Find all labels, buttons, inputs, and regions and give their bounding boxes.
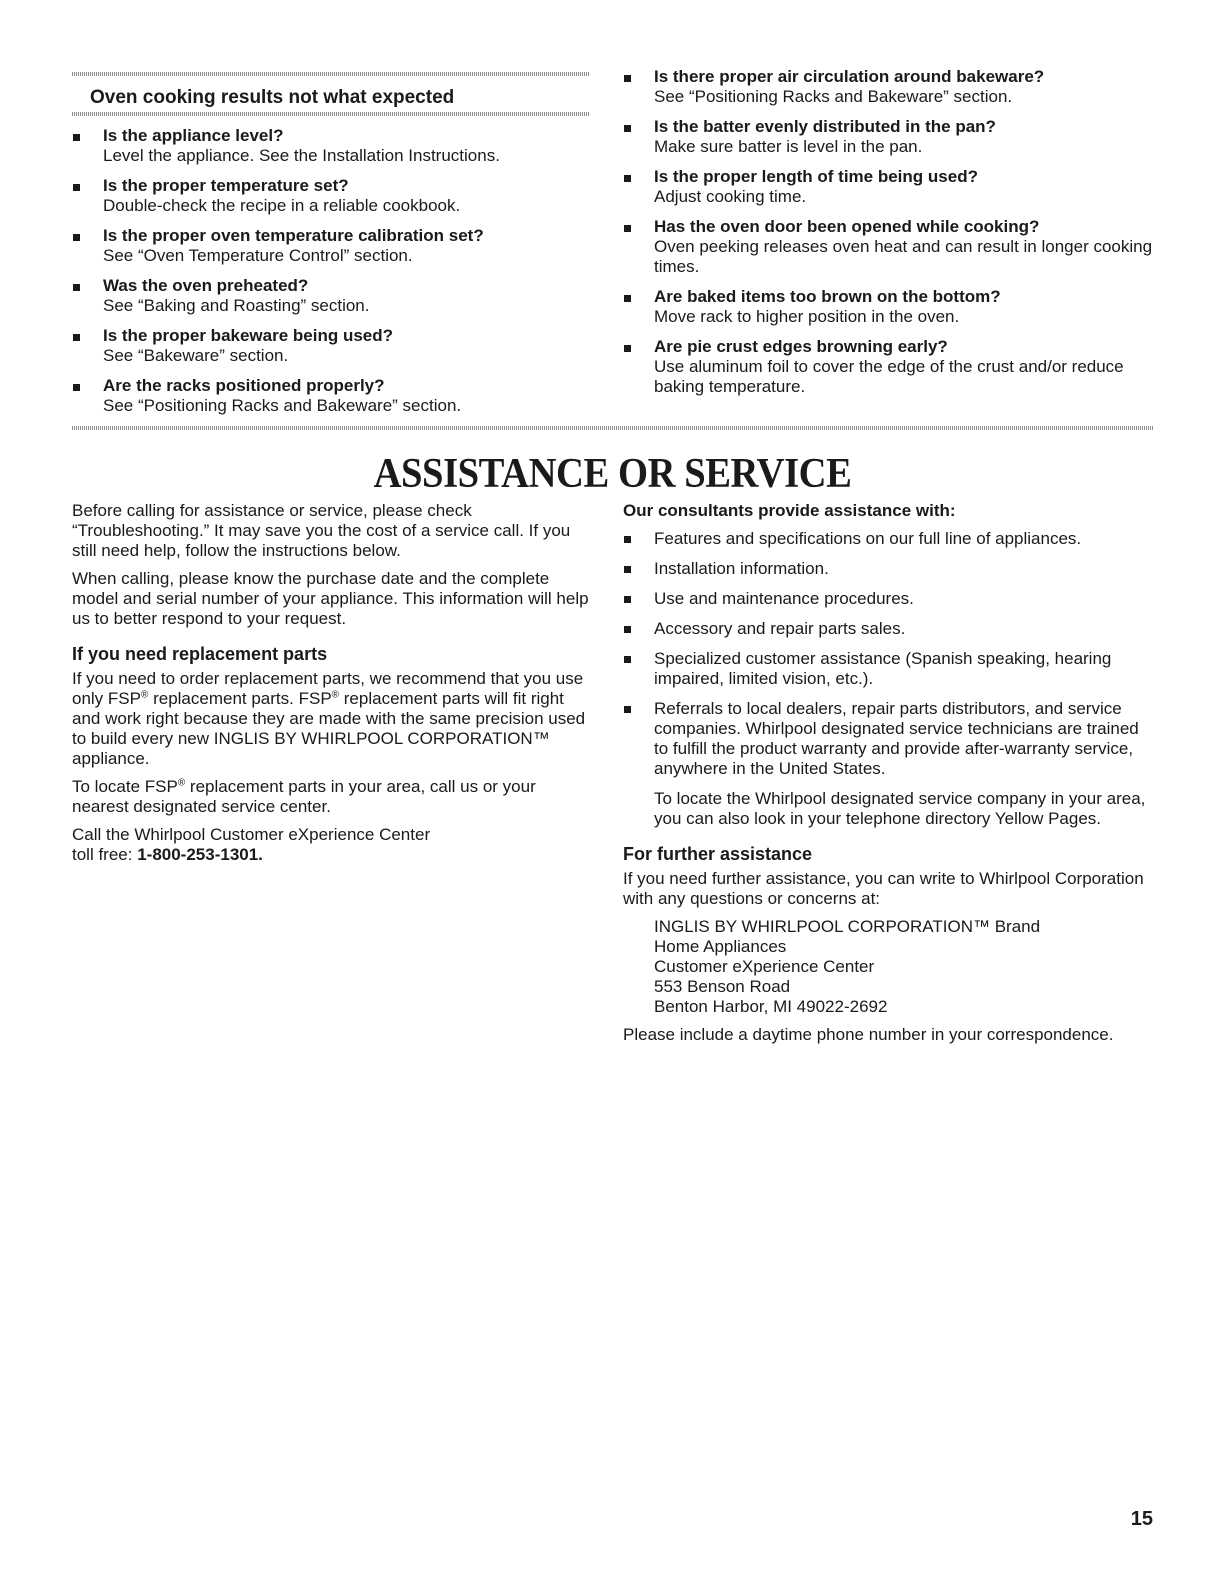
call-paragraph: Call the Whirlpool Customer eXperience Center toll free: 1-800-253-1301.: [72, 825, 431, 864]
question: Is the proper oven temperature calibration set?: [103, 226, 484, 245]
list-item: [72, 276, 602, 316]
answer: See “Positioning Racks and Bakeware” section.: [654, 87, 1013, 106]
page-number: 15: [1130, 1508, 1153, 1530]
answer: Move rack to higher position in the oven.: [654, 307, 960, 326]
assistance-right-column: [623, 501, 1153, 1053]
question: Are pie crust edges browning early?: [654, 337, 948, 356]
question: Are the racks positioned properly?: [103, 376, 385, 395]
parts-heading: If you need replacement parts: [72, 644, 328, 664]
answer: Make sure batter is level in the pan.: [654, 137, 923, 156]
section-title: Oven cooking results not what expected: [90, 87, 455, 108]
list-item: Specialized customer assistance (Spanish speaking, hearing impaired, limited vision, etc.).: [623, 649, 1153, 689]
question: Are baked items too brown on the bottom?: [654, 287, 1001, 306]
address-line: INGLIS BY WHIRLPOOL CORPORATION™ Brand: [654, 917, 1041, 936]
further-assistance-heading: For further assistance: [623, 844, 813, 864]
question: Was the oven preheated?: [103, 276, 309, 295]
intro-paragraph: When calling, please know the purchase date and the complete model and serial number of your appliance. This information will help us to better respond to your request.: [72, 569, 589, 628]
list-item: Accessory and repair parts sales.: [623, 619, 1153, 639]
list-item: Referrals to local dealers, repair parts distributors, and service companies. Whirlpool designated service technicians are trained to fulfill the product warranty and provide after-warranty service, anywhere in the United States.: [623, 699, 1153, 779]
phone-number: 1-800-253-1301.: [137, 845, 263, 864]
locate-parts-paragraph: To locate FSP® replacement parts in your area, call us or your nearest designated service center.: [72, 777, 536, 816]
answer: Adjust cooking time.: [654, 187, 807, 206]
question: Is the proper length of time being used?: [654, 167, 978, 186]
question: Is the appliance level?: [103, 126, 284, 145]
answer: Use aluminum foil to cover the edge of the crust and/or reduce baking temperature.: [654, 357, 1124, 396]
list-item: [72, 376, 602, 416]
answer: See “Oven Temperature Control” section.: [103, 246, 413, 265]
question: Is the proper temperature set?: [103, 176, 349, 195]
question-list-right: [623, 67, 1153, 397]
consultants-heading: Our consultants provide assistance with:: [623, 501, 956, 520]
list-item: [72, 126, 602, 166]
consultant-service-list: [623, 529, 1153, 779]
mailing-address: [623, 917, 1153, 1017]
list-item: [72, 226, 602, 266]
troubleshooting-right-column: [623, 67, 1153, 407]
question: Is there proper air circulation around bakeware?: [654, 67, 1045, 86]
list-item: [623, 287, 1153, 327]
list-item: [72, 326, 602, 366]
answer: Level the appliance. See the Installation Instructions.: [103, 146, 500, 165]
list-item: [623, 117, 1153, 157]
list-item: [72, 176, 602, 216]
list-item: [623, 167, 1153, 207]
question: Has the oven door been opened while cooking?: [654, 217, 1040, 236]
answer: Oven peeking releases oven heat and can result in longer cooking times.: [654, 237, 1153, 276]
list-item: Features and specifications on our full line of appliances.: [623, 529, 1153, 549]
list-item: [623, 217, 1153, 277]
parts-paragraph: If you need to order replacement parts, we recommend that you use only FSP® replacement parts. FSP® replacement parts will fit right and work right because they are made with the same precision used to build every new INGLIS BY WHIRLPOOL CORPORATION™ appliance.: [72, 669, 586, 768]
address-line: Home Appliances: [654, 937, 787, 956]
intro-paragraph: Before calling for assistance or service, please check “Troubleshooting.” It may save you the cost of a service call. If you still need help, follow the instructions below.: [72, 501, 571, 560]
section-divider-rule: [72, 426, 1154, 430]
list-item: Use and maintenance procedures.: [623, 589, 1153, 609]
answer: See “Bakeware” section.: [103, 346, 289, 365]
list-item: [623, 67, 1153, 107]
question-list-left: [72, 126, 602, 416]
further-assistance-paragraph: If you need further assistance, you can write to Whirlpool Corporation with any questions or concerns at:: [623, 869, 1144, 908]
question: Is the proper bakeware being used?: [103, 326, 394, 345]
closing-note: Please include a daytime phone number in your correspondence.: [623, 1025, 1114, 1044]
address-line: 553 Benson Road: [654, 977, 791, 996]
address-line: Customer eXperience Center: [654, 957, 875, 976]
answer: See “Baking and Roasting” section.: [103, 296, 370, 315]
locate-note: To locate the Whirlpool designated service company in your area, you can also look in your telephone directory Yellow Pages.: [654, 789, 1146, 828]
list-item: Installation information.: [623, 559, 1153, 579]
assistance-left-column: [72, 501, 592, 865]
answer: Double-check the recipe in a reliable cookbook.: [103, 196, 461, 215]
answer: See “Positioning Racks and Bakeware” section.: [103, 396, 462, 415]
troubleshooting-left-column: [72, 86, 602, 426]
question: Is the batter evenly distributed in the pan?: [654, 117, 996, 136]
section-top-rule: [72, 72, 590, 76]
list-item: [623, 337, 1153, 397]
address-line: Benton Harbor, MI 49022-2692: [654, 997, 888, 1016]
page-title: ASSISTANCE OR SERVICE: [373, 451, 852, 497]
